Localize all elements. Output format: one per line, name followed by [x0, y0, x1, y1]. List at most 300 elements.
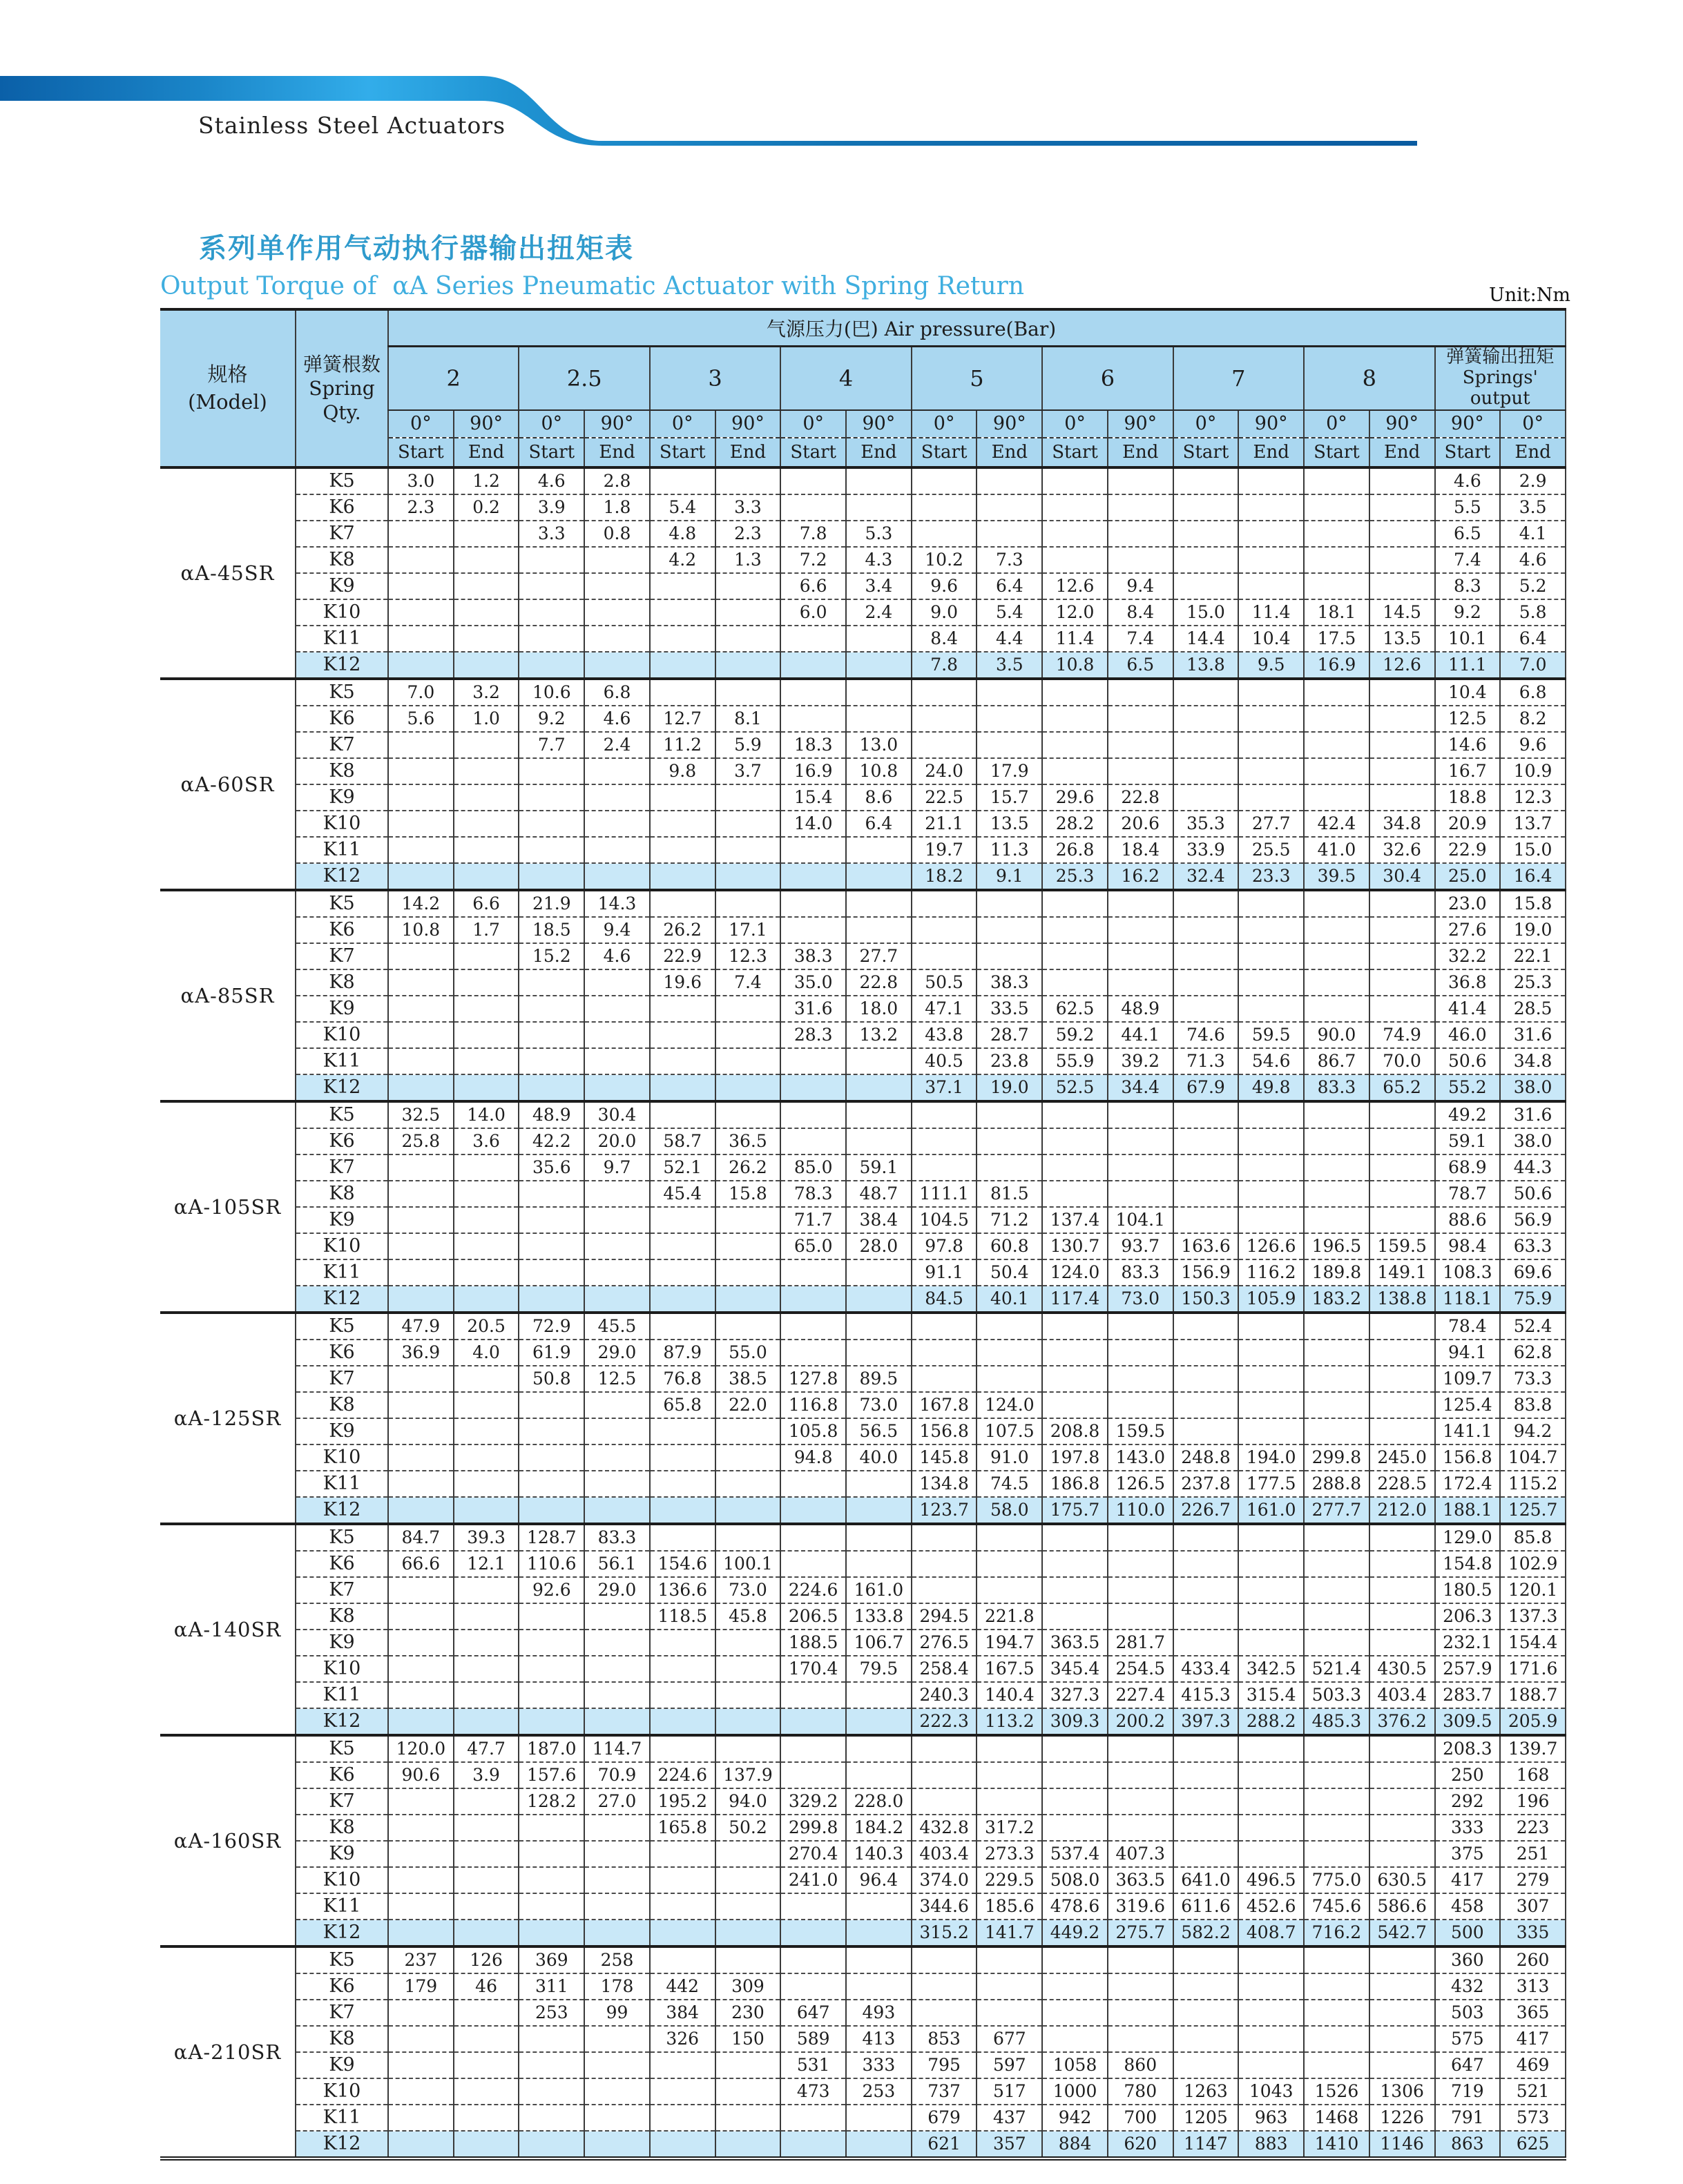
value-cell [977, 1577, 1042, 1603]
value-cell [912, 679, 977, 706]
value-cell: 6.4 [1500, 626, 1566, 652]
value-cell [650, 1022, 715, 1048]
table-row [160, 494, 1566, 521]
value-cell [519, 1048, 584, 1074]
value-cell [1369, 732, 1435, 758]
value-cell: 137.9 [715, 1762, 781, 1788]
value-cell: 3.2 [454, 679, 519, 706]
spring-label: K11 [296, 1893, 388, 1920]
value-cell [1108, 494, 1173, 521]
value-cell [650, 1074, 715, 1101]
value-cell [1238, 706, 1304, 732]
value-cell: 6.5 [1435, 521, 1501, 547]
value-cell [715, 1444, 781, 1471]
value-cell [1369, 1313, 1435, 1340]
value-cell [519, 1708, 584, 1735]
value-cell: 61.9 [519, 1340, 584, 1366]
value-cell [454, 1630, 519, 1656]
value-cell [977, 732, 1042, 758]
value-cell: 28.7 [977, 1022, 1042, 1048]
value-cell [715, 2078, 781, 2105]
value-cell: 5.2 [1500, 573, 1566, 599]
value-cell: 417 [1435, 1867, 1501, 1893]
value-cell: 63.3 [1500, 1233, 1566, 1259]
value-cell: 15.8 [715, 1181, 781, 1207]
value-cell: 641.0 [1173, 1867, 1239, 1893]
value-cell: 195.2 [650, 1788, 715, 1815]
value-cell [454, 2052, 519, 2078]
value-cell [388, 969, 454, 996]
value-cell [388, 1841, 454, 1867]
value-cell: 1526 [1304, 2078, 1369, 2105]
value-cell [1238, 1313, 1304, 1340]
value-cell [1369, 1524, 1435, 1551]
value-cell [1304, 521, 1369, 547]
value-cell [780, 1708, 846, 1735]
value-cell [1304, 1418, 1369, 1444]
value-cell: 4.1 [1500, 521, 1566, 547]
value-cell: 18.4 [1108, 837, 1173, 863]
value-cell [650, 1497, 715, 1524]
value-cell [977, 1946, 1042, 1973]
value-cell [519, 758, 584, 784]
value-cell: 0.8 [584, 521, 650, 547]
model-cell: αA-85SR [160, 890, 296, 1101]
value-cell: 780 [1108, 2078, 1173, 2105]
value-cell: 1147 [1173, 2131, 1239, 2158]
pressure-value: 6 [1042, 347, 1173, 410]
value-cell: 123.7 [912, 1497, 977, 1524]
value-cell [1042, 1313, 1108, 1340]
value-cell [650, 1048, 715, 1074]
value-cell: 294.5 [912, 1603, 977, 1630]
value-cell [715, 1867, 781, 1893]
value-cell: 7.3 [977, 547, 1042, 573]
value-cell: 154.8 [1435, 1551, 1501, 1577]
value-cell [388, 1392, 454, 1418]
value-cell: 745.6 [1304, 1893, 1369, 1920]
value-cell: 1226 [1369, 2105, 1435, 2131]
value-cell [1369, 1603, 1435, 1630]
value-cell: 35.6 [519, 1154, 584, 1181]
spring-label: K7 [296, 1577, 388, 1603]
value-cell: 200.2 [1108, 1708, 1173, 1735]
value-cell: 185.6 [977, 1893, 1042, 1920]
value-cell: 365 [1500, 2000, 1566, 2026]
spring-label: K6 [296, 1762, 388, 1788]
angle-end-label: 90° [715, 410, 781, 438]
value-cell [780, 1920, 846, 1946]
value-cell: 2.4 [584, 732, 650, 758]
value-cell [454, 1867, 519, 1893]
value-cell [454, 1259, 519, 1286]
spring-label: K10 [296, 1656, 388, 1682]
value-cell: 24.0 [912, 758, 977, 784]
table-row [160, 1920, 1566, 1946]
header-row-airpressure [160, 309, 1566, 347]
value-cell [1042, 1101, 1108, 1128]
value-cell: 206.3 [1435, 1603, 1501, 1630]
table-row [160, 1524, 1566, 1551]
value-cell: 197.8 [1042, 1444, 1108, 1471]
value-cell [780, 1074, 846, 1101]
value-cell: 16.9 [780, 758, 846, 784]
spring-label: K8 [296, 758, 388, 784]
value-cell: 156.8 [1435, 1444, 1501, 1471]
value-cell: 102.9 [1500, 1551, 1566, 1577]
value-cell [584, 547, 650, 573]
value-cell [780, 494, 846, 521]
value-cell: 224.6 [780, 1577, 846, 1603]
value-cell [584, 2026, 650, 2052]
value-cell [715, 1313, 781, 1340]
value-cell: 184.2 [846, 1815, 912, 1841]
value-cell: 3.5 [977, 652, 1042, 679]
value-cell [454, 626, 519, 652]
value-cell [846, 626, 912, 652]
value-cell: 2.4 [846, 599, 912, 626]
value-cell [977, 1735, 1042, 1762]
value-cell [1108, 1313, 1173, 1340]
value-cell [388, 943, 454, 969]
value-cell: 3.7 [715, 758, 781, 784]
spring-label: K11 [296, 837, 388, 863]
value-cell: 29.0 [584, 1340, 650, 1366]
value-cell: 408.7 [1238, 1920, 1304, 1946]
value-cell: 65.8 [650, 1392, 715, 1418]
value-cell: 5.4 [977, 599, 1042, 626]
value-cell [584, 784, 650, 811]
value-cell: 124.0 [1042, 1259, 1108, 1286]
value-cell: 2.3 [388, 494, 454, 521]
table-row [160, 1418, 1566, 1444]
value-cell [388, 1259, 454, 1286]
value-cell [1238, 758, 1304, 784]
value-cell: 89.5 [846, 1366, 912, 1392]
value-cell [1042, 1815, 1108, 1841]
spring-qty-header [296, 309, 388, 467]
value-cell [1238, 1392, 1304, 1418]
value-cell: 73.0 [1108, 1286, 1173, 1313]
value-cell: 18.0 [846, 996, 912, 1022]
value-cell: 317.2 [977, 1815, 1042, 1841]
spring-label: K8 [296, 1815, 388, 1841]
spring-label: K5 [296, 1313, 388, 1340]
value-cell: 12.3 [1500, 784, 1566, 811]
value-cell [1108, 2026, 1173, 2052]
spring-label: K8 [296, 969, 388, 996]
value-cell: 4.6 [1500, 547, 1566, 573]
value-cell [1042, 1577, 1108, 1603]
value-cell [912, 1973, 977, 2000]
value-cell: 230 [715, 2000, 781, 2026]
value-cell [388, 2131, 454, 2158]
value-cell [1042, 467, 1108, 494]
value-cell [519, 1207, 584, 1233]
value-cell: 59.2 [1042, 1022, 1108, 1048]
value-cell: 403.4 [912, 1841, 977, 1867]
value-cell: 128.7 [519, 1524, 584, 1551]
value-cell: 31.6 [1500, 1022, 1566, 1048]
value-cell [1304, 494, 1369, 521]
value-cell: 478.6 [1042, 1893, 1108, 1920]
value-cell [715, 2105, 781, 2131]
value-cell [780, 1128, 846, 1154]
end-label: End [454, 438, 519, 467]
value-cell [454, 1181, 519, 1207]
value-cell [1369, 1207, 1435, 1233]
table-row [160, 652, 1566, 679]
value-cell [454, 1444, 519, 1471]
value-cell [1108, 1788, 1173, 1815]
start-label: Start [780, 438, 846, 467]
value-cell [584, 837, 650, 863]
value-cell: 647 [780, 2000, 846, 2026]
value-cell: 5.8 [1500, 599, 1566, 626]
value-cell [519, 1920, 584, 1946]
value-cell: 38.4 [846, 1207, 912, 1233]
value-cell [912, 1101, 977, 1128]
value-cell [584, 1867, 650, 1893]
value-cell [1238, 917, 1304, 943]
value-cell: 496.5 [1238, 1867, 1304, 1893]
value-cell [715, 837, 781, 863]
value-cell [1042, 1366, 1108, 1392]
value-cell: 34.8 [1500, 1048, 1566, 1074]
table-row [160, 2131, 1566, 2158]
value-cell [846, 1920, 912, 1946]
value-cell: 133.8 [846, 1603, 912, 1630]
value-cell: 329.2 [780, 1788, 846, 1815]
value-cell [715, 811, 781, 837]
value-cell: 319.6 [1108, 1893, 1173, 1920]
value-cell [388, 1418, 454, 1444]
value-cell [977, 1366, 1042, 1392]
value-cell: 74.9 [1369, 1022, 1435, 1048]
value-cell: 38.3 [977, 969, 1042, 996]
value-cell [977, 917, 1042, 943]
value-cell: 47.7 [454, 1735, 519, 1762]
spring-label: K10 [296, 1233, 388, 1259]
value-cell [780, 467, 846, 494]
value-cell [1173, 1313, 1239, 1340]
value-cell: 7.8 [780, 521, 846, 547]
pressure-value: 7 [1173, 347, 1304, 410]
value-cell: 84.7 [388, 1524, 454, 1551]
value-cell: 50.6 [1435, 1048, 1501, 1074]
value-cell: 38.0 [1500, 1074, 1566, 1101]
value-cell: 94.2 [1500, 1418, 1566, 1444]
value-cell: 141.1 [1435, 1418, 1501, 1444]
value-cell [715, 1524, 781, 1551]
value-cell [1173, 1340, 1239, 1366]
value-cell [388, 1074, 454, 1101]
value-cell [780, 1259, 846, 1286]
value-cell: 74.6 [1173, 1022, 1239, 1048]
value-cell: 159.5 [1108, 1418, 1173, 1444]
value-cell: 228.0 [846, 1788, 912, 1815]
value-cell [1108, 1735, 1173, 1762]
value-cell: 12.1 [454, 1551, 519, 1577]
value-cell: 91.1 [912, 1259, 977, 1286]
value-cell [912, 732, 977, 758]
value-cell: 49.8 [1238, 1074, 1304, 1101]
value-cell [1108, 521, 1173, 547]
angle-start-label: 0° [1042, 410, 1108, 438]
spring-label: K9 [296, 1630, 388, 1656]
value-cell: 50.8 [519, 1366, 584, 1392]
value-cell: 73.3 [1500, 1366, 1566, 1392]
air-pressure-header: 气源压力(巴) Air pressure(Bar) [388, 309, 1566, 347]
value-cell: 13.7 [1500, 811, 1566, 837]
value-cell [1042, 732, 1108, 758]
end-label: End [846, 438, 912, 467]
value-cell [912, 2000, 977, 2026]
value-cell: 333 [1435, 1815, 1501, 1841]
value-cell: 1.2 [454, 467, 519, 494]
value-cell: 134.8 [912, 1471, 977, 1497]
value-cell: 96.4 [846, 1867, 912, 1893]
page-title-en: Output Torque of αA Series Pneumatic Actuator with Spring Return [160, 272, 1025, 300]
value-cell: 14.6 [1435, 732, 1501, 758]
value-cell [1042, 1946, 1108, 1973]
model-header-zh: 规格 [207, 362, 248, 386]
value-cell [1173, 784, 1239, 811]
value-cell: 12.5 [1435, 706, 1501, 732]
value-cell: 245.0 [1369, 1444, 1435, 1471]
value-cell: 3.9 [519, 494, 584, 521]
value-cell: 335 [1500, 1920, 1566, 1946]
value-cell: 10.6 [519, 679, 584, 706]
value-cell: 14.2 [388, 890, 454, 917]
value-cell [1238, 521, 1304, 547]
value-cell: 58.0 [977, 1497, 1042, 1524]
value-cell [1304, 1154, 1369, 1181]
value-cell [1108, 943, 1173, 969]
value-cell [650, 1259, 715, 1286]
spring-label: K6 [296, 1551, 388, 1577]
value-cell [650, 1920, 715, 1946]
value-cell [454, 1656, 519, 1682]
value-cell: 175.7 [1042, 1497, 1108, 1524]
value-cell [715, 626, 781, 652]
value-cell [1173, 996, 1239, 1022]
value-cell [1173, 494, 1239, 521]
spring-header-zh: 弹簧根数 [302, 352, 381, 376]
table-row [160, 679, 1566, 706]
value-cell: 98.4 [1435, 1233, 1501, 1259]
value-cell [1238, 1207, 1304, 1233]
value-cell: 9.5 [1238, 652, 1304, 679]
value-cell [650, 996, 715, 1022]
value-cell [650, 890, 715, 917]
value-cell [1108, 969, 1173, 996]
value-cell [1304, 784, 1369, 811]
value-cell: 14.4 [1173, 626, 1239, 652]
value-cell [519, 996, 584, 1022]
value-cell: 26.2 [715, 1154, 781, 1181]
value-cell [650, 1286, 715, 1313]
value-cell [1108, 1181, 1173, 1207]
value-cell: 115.2 [1500, 1471, 1566, 1497]
value-cell [1238, 547, 1304, 573]
value-cell: 9.6 [912, 573, 977, 599]
value-cell [1304, 1762, 1369, 1788]
value-cell [1042, 706, 1108, 732]
value-cell: 299.8 [1304, 1444, 1369, 1471]
value-cell: 116.2 [1238, 1259, 1304, 1286]
value-cell: 159.5 [1369, 1233, 1435, 1259]
value-cell [388, 1207, 454, 1233]
value-cell [1304, 1973, 1369, 2000]
value-cell [519, 2052, 584, 2078]
value-cell [846, 1128, 912, 1154]
value-cell [584, 2052, 650, 2078]
value-cell [584, 1233, 650, 1259]
value-cell [715, 1920, 781, 1946]
value-cell: 40.0 [846, 1444, 912, 1471]
springs-output-en: Springs' output [1462, 367, 1538, 409]
value-cell [1369, 1340, 1435, 1366]
value-cell: 503 [1435, 2000, 1501, 2026]
value-cell [1173, 1392, 1239, 1418]
value-cell [1238, 784, 1304, 811]
value-cell: 508.0 [1042, 1867, 1108, 1893]
value-cell [977, 1762, 1042, 1788]
value-cell [1042, 917, 1108, 943]
value-cell: 1146 [1369, 2131, 1435, 2158]
value-cell: 22.9 [650, 943, 715, 969]
value-cell [1304, 2052, 1369, 2078]
value-cell [454, 652, 519, 679]
value-cell [715, 1259, 781, 1286]
value-cell: 503.3 [1304, 1682, 1369, 1708]
table-row [160, 1708, 1566, 1735]
value-cell [977, 1128, 1042, 1154]
value-cell [1369, 1181, 1435, 1207]
value-cell: 12.6 [1369, 652, 1435, 679]
value-cell: 360 [1435, 1946, 1501, 1973]
value-cell [1108, 1128, 1173, 1154]
value-cell [1369, 1154, 1435, 1181]
value-cell [454, 1154, 519, 1181]
value-cell [388, 1815, 454, 1841]
value-cell [454, 2105, 519, 2131]
value-cell: 7.8 [912, 652, 977, 679]
value-cell [780, 1101, 846, 1128]
value-cell: 3.5 [1500, 494, 1566, 521]
value-cell: 78.7 [1435, 1181, 1501, 1207]
value-cell [454, 863, 519, 890]
value-cell [715, 1074, 781, 1101]
value-cell [584, 758, 650, 784]
value-cell: 28.2 [1042, 811, 1108, 837]
value-cell: 55.0 [715, 1340, 781, 1366]
table-row [160, 811, 1566, 837]
value-cell [1369, 1762, 1435, 1788]
spring-label: K7 [296, 521, 388, 547]
value-cell [780, 1946, 846, 1973]
value-cell: 28.5 [1500, 996, 1566, 1022]
value-cell: 1.8 [584, 494, 650, 521]
end-label: End [1500, 438, 1566, 467]
value-cell [1238, 1366, 1304, 1392]
value-cell: 105.8 [780, 1418, 846, 1444]
value-cell: 13.8 [1173, 652, 1239, 679]
value-cell [912, 706, 977, 732]
value-cell: 9.7 [584, 1154, 650, 1181]
value-cell [1173, 547, 1239, 573]
